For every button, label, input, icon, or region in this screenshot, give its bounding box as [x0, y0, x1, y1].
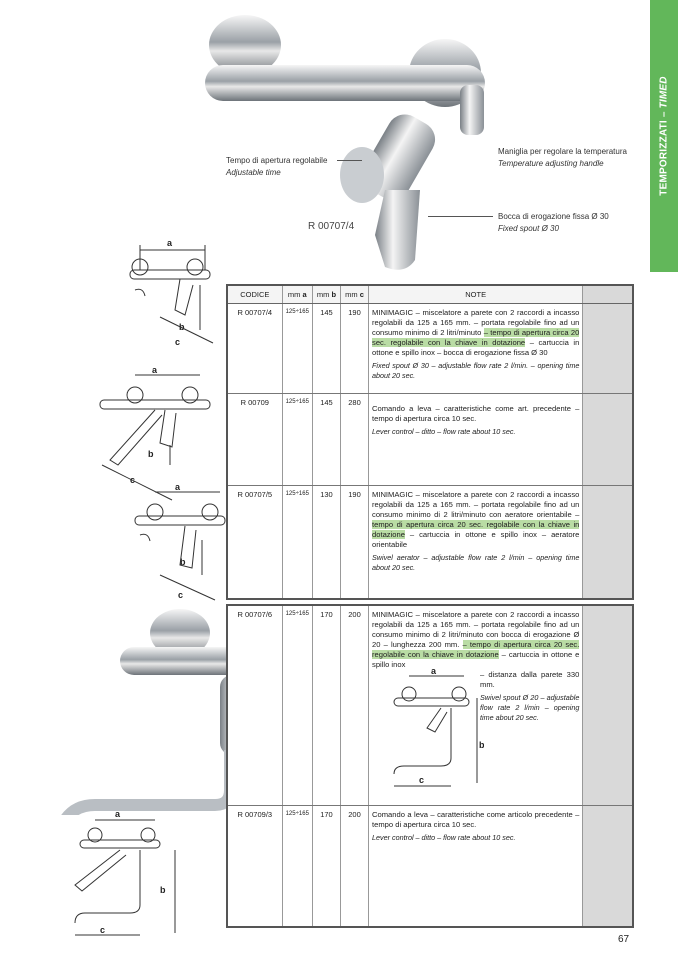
svg-text:b: b — [180, 557, 186, 567]
svg-text:c: c — [100, 925, 106, 935]
page-number: 67 — [618, 934, 630, 945]
callout-fixed-spout: Bocca di erogazione fissa Ø 30 Fixed spout Ø 30 — [498, 212, 609, 233]
svg-text:c: c — [175, 337, 181, 345]
product-table-2 — [226, 604, 634, 928]
svg-text:a: a — [167, 238, 173, 248]
callout-temperature-handle: Maniglia per regolare la temperatura Temperature adjusting handle — [498, 147, 627, 168]
svg-text:b: b — [479, 740, 485, 750]
svg-text:a: a — [152, 365, 158, 375]
svg-text:b: b — [179, 322, 185, 332]
table-row: R 00707/5 125÷165 130 190 MINIMAGIC – miscelatore a parete con 2 raccordi a incasso regolabili da 125 a 165 mm. – portata regolabile fino ad un consumo minimo di 2 litri/minuto con aeratore orientabile – tempo di apertura circa 20 sec. regolabile con la chiave in dotazione – cartuccia in ottone e spillo inox – aeratore orientabile Swivel aerator – adjustable flow rate 2 l/min – opening time about 20 sec. — [227, 486, 633, 600]
table-row: R 00709/3 125÷165 170 200 Comando a leva – caratteristiche come articolo precedente – tempo di apertura circa 10 sec. Lever control – ditto – flow rate about 10 sec. — [227, 805, 633, 927]
header-mm-c: mm c — [340, 285, 368, 304]
svg-text:b: b — [148, 449, 154, 459]
callout-adjustable-time: Tempo di apertura regolabile Adjustable time — [226, 156, 328, 177]
table-row: R 00707/6 125÷165 170 200 MINIMAGIC – miscelatore a parete con 2 raccordi a incasso regolabili da 125 a 165 mm. – portata regolabile fino ad un consumo minimo di 2 litri/minuto con bocca di erogazione Ø 20 – lunghezza 200 mm. – tempo di apertura circa 20 sec. regolabile con la chiave in dotazione – cartuccia in ottone e spillo inox – distanza dalla parete 330 mm. Swivel spout Ø 20 – adjustable flow rate 2 l/min – opening time about 20 sec. a b c — [227, 605, 633, 805]
hero-faucet-image — [190, 5, 510, 280]
svg-text:a: a — [115, 809, 121, 819]
drawing-r00707-4 — [95, 235, 225, 345]
drawing-r00709-3 — [60, 805, 190, 945]
product-table-1 — [226, 284, 634, 600]
table-row: R 00709 125÷165 145 280 Comando a leva – caratteristiche come art. precedente – tempo di apertura circa 10 sec. Lever control – ditto – flow rate about 10 sec. — [227, 394, 633, 486]
drawing-r00707-5 — [120, 480, 230, 605]
hero-product-code: R 00707/4 — [308, 221, 355, 232]
table-row: R 00707/4 125÷165 145 190 MINIMAGIC – miscelatore a parete con 2 raccordi a incasso regolabili da 125 a 165 mm. – portata regolabile fino ad un consumo minimo di 2 litri/minuto – tempo di apertura circa 20 sec. regolabile con la chiave in dotazione – cartuccia in ottone e spillo inox – bocca di erogazione fissa Ø 30 Fixed spout Ø 30 – adjustable flow rate 2 l/min. – opening time about 20 sec. — [227, 304, 633, 394]
svg-text:c: c — [130, 475, 136, 485]
svg-text:c: c — [419, 775, 425, 785]
svg-text:a: a — [431, 668, 437, 676]
section-title-it: TEMPORIZZATI – — [658, 111, 670, 196]
svg-text:a: a — [175, 482, 181, 492]
svg-text:c: c — [178, 590, 184, 600]
section-tab — [650, 0, 678, 272]
header-note: NOTE — [369, 285, 583, 304]
drawing-r00707-6 — [379, 668, 484, 793]
header-code: CODICE — [227, 285, 282, 304]
header-mm-a: mm a — [282, 285, 312, 304]
header-mm-b: mm b — [312, 285, 340, 304]
section-title-en: TIMED — [658, 76, 670, 109]
svg-text:b: b — [160, 885, 166, 895]
